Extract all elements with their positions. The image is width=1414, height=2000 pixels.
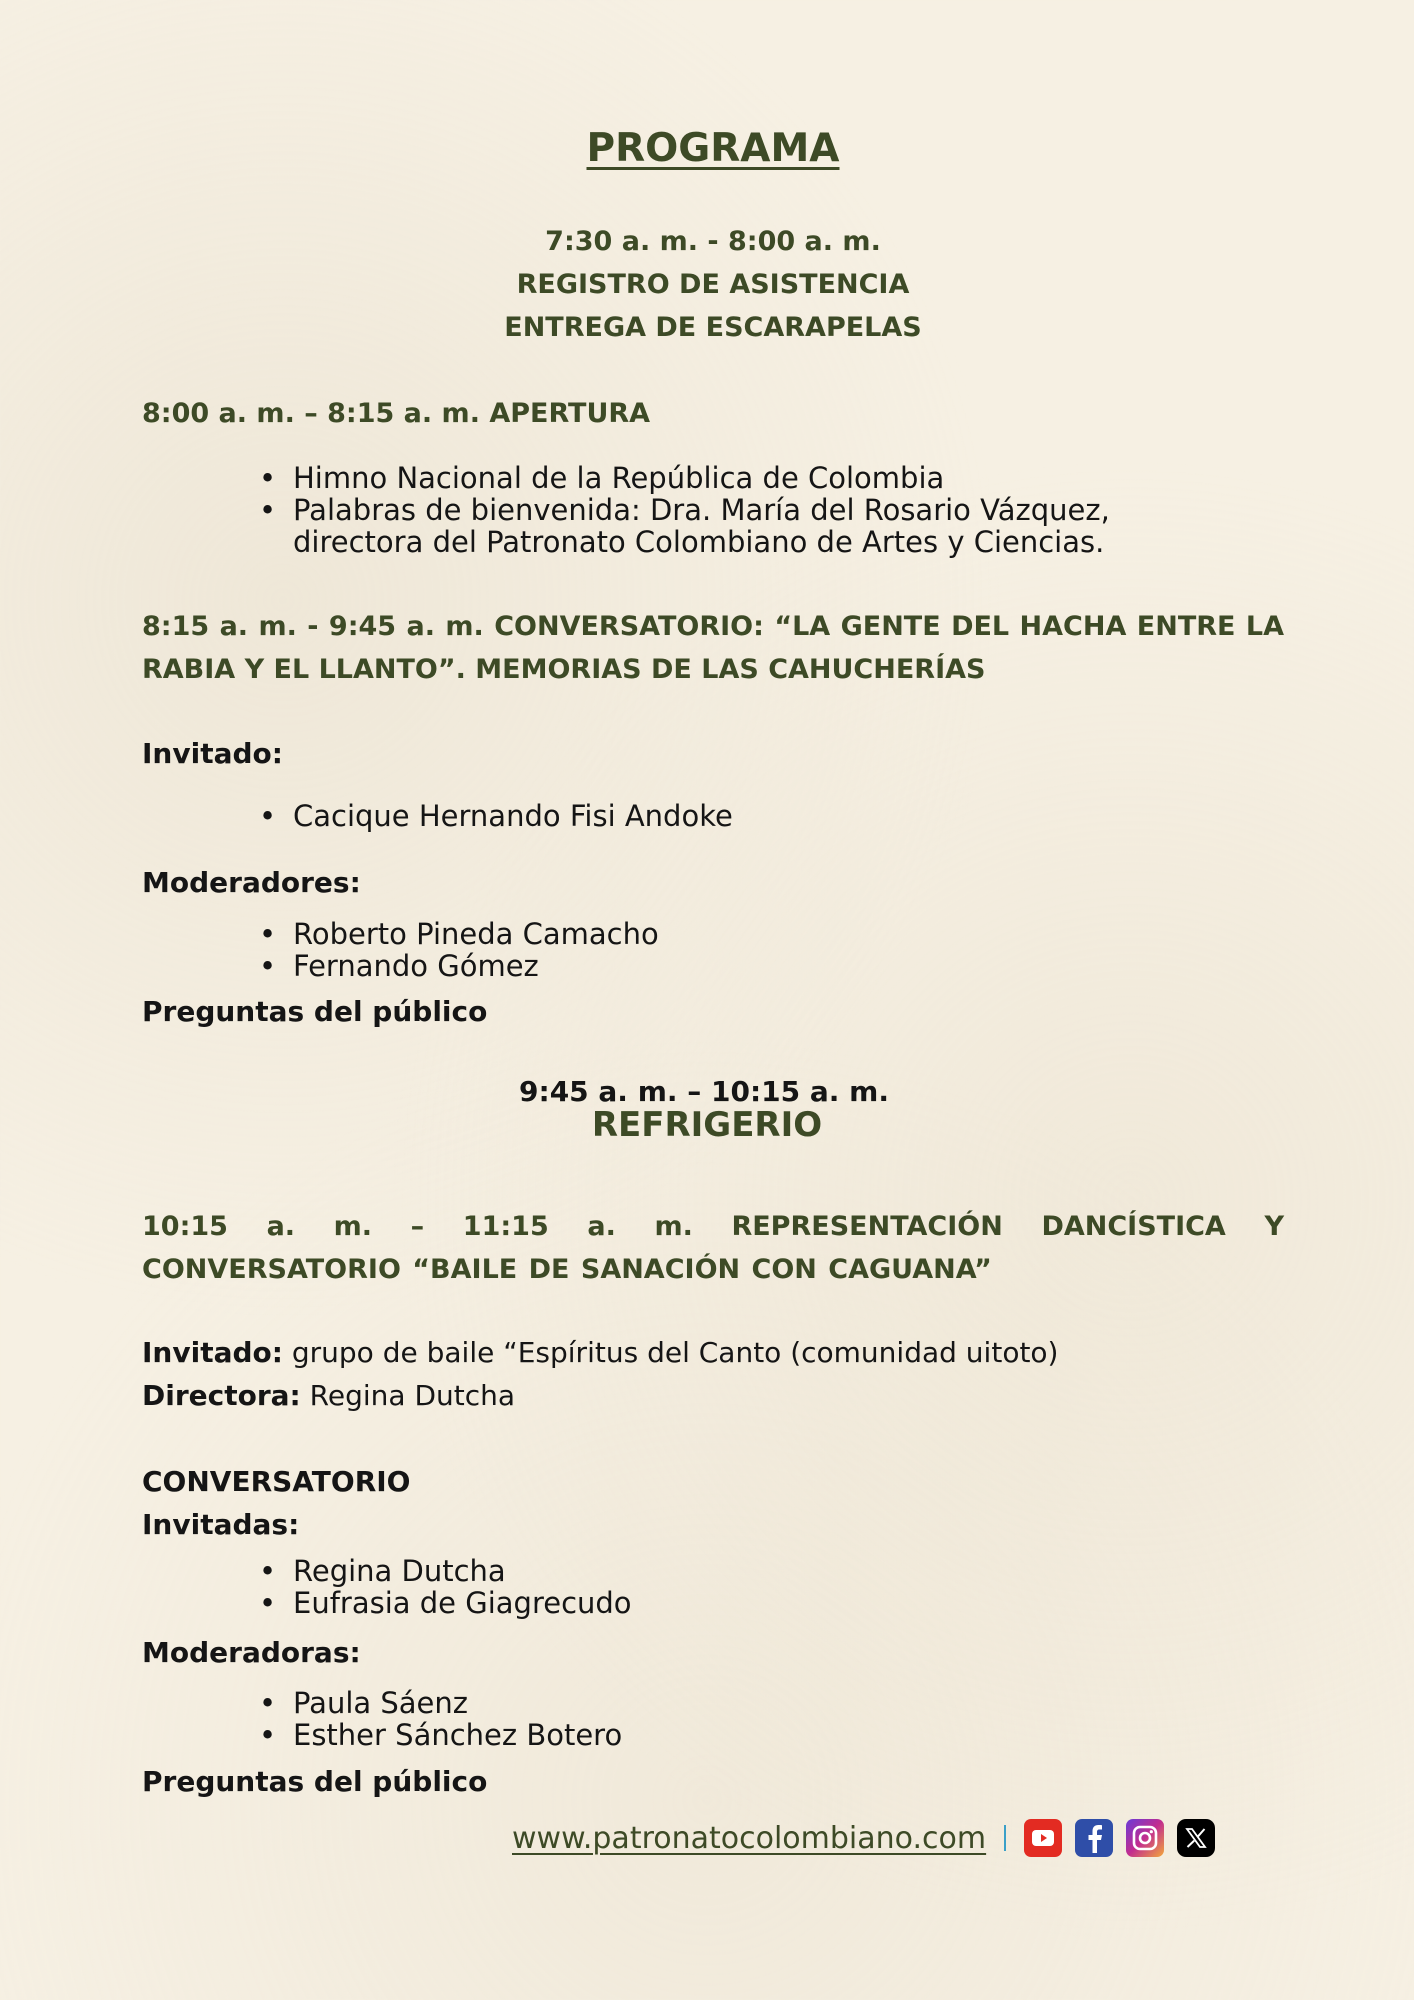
list-item: • Paula Sáenz	[256, 1687, 622, 1719]
directora-label: Directora:	[142, 1379, 301, 1412]
instagram-icon[interactable]	[1126, 1819, 1164, 1857]
registro-time: 7:30 a. m. - 8:00 a. m.	[545, 226, 881, 257]
refrigerio-label: REFRIGERIO	[591, 1105, 823, 1145]
invitado-value: grupo de baile “Espíritus del Canto (comunidad uitoto)	[282, 1336, 1059, 1369]
list-item: • Eufrasia de Giagrecudo	[256, 1587, 632, 1619]
facebook-icon[interactable]	[1075, 1819, 1113, 1857]
registro-block	[0, 220, 1414, 349]
moderadores-list	[256, 918, 659, 982]
page-title: PROGRAMA	[586, 126, 840, 171]
youtube-icon[interactable]	[1024, 1819, 1062, 1857]
preguntas-label: Preguntas del público	[142, 1765, 488, 1798]
list-item: • Roberto Pineda Camacho	[256, 918, 659, 950]
conversatorio2-label: CONVERSATORIO	[142, 1465, 411, 1498]
list-item: • Esther Sánchez Botero	[256, 1719, 622, 1751]
x-icon[interactable]	[1177, 1819, 1215, 1857]
list-item: • Himno Nacional de la República de Colombia	[256, 462, 1110, 494]
moderadoras-list	[256, 1687, 622, 1751]
invitadas-list	[256, 1555, 632, 1619]
footer	[512, 1816, 1228, 1860]
moderadores-label: Moderadores:	[142, 866, 361, 899]
moderadoras-label: Moderadoras:	[142, 1636, 361, 1669]
directora-value: Regina Dutcha	[300, 1379, 516, 1412]
invitado-line	[142, 1336, 1058, 1369]
registro-line1: REGISTRO DE ASISTENCIA	[516, 269, 910, 300]
invitado-label: Invitado:	[142, 737, 283, 770]
representacion-heading: 10:15 a. m. – 11:15 a. m. REPRESENTACIÓN DANCÍSTICA Y CONVERSATORIO “BAILE DE SANACIÓN CON CAGUANA”	[142, 1211, 1284, 1285]
footer-separator	[1004, 1825, 1006, 1851]
list-item-continuation: directora del Patronato Colombiano de Artes y Ciencias.	[293, 525, 1105, 559]
registro-line2: ENTREGA DE ESCARAPELAS	[504, 312, 922, 343]
directora-line	[142, 1379, 515, 1412]
list-item: • Palabras de bienvenida: Dra. María del Rosario Vázquez,	[256, 494, 1110, 526]
apertura-list	[256, 462, 1110, 558]
conversatorio-heading: 8:15 a. m. - 9:45 a. m. CONVERSATORIO: “LA GENTE DEL HACHA ENTRE LA RABIA Y EL LLANTO”. MEMORIAS DE LAS CAHUCHERÍAS	[142, 611, 1284, 685]
list-item: • Regina Dutcha	[256, 1555, 632, 1587]
invitados-list	[256, 800, 733, 832]
apertura-heading: 8:00 a. m. – 8:15 a. m. APERTURA	[142, 398, 651, 429]
list-item: • Fernando Gómez	[256, 950, 659, 982]
preguntas-label: Preguntas del público	[142, 995, 488, 1028]
invitadas-label: Invitadas:	[142, 1508, 300, 1541]
invitado-label: Invitado:	[142, 1336, 283, 1369]
website-link[interactable]: www.patronatocolombiano.com	[512, 1820, 987, 1856]
list-item: • Cacique Hernando Fisi Andoke	[256, 800, 733, 832]
refrigerio-time: 9:45 a. m. – 10:15 a. m.	[519, 1075, 889, 1108]
